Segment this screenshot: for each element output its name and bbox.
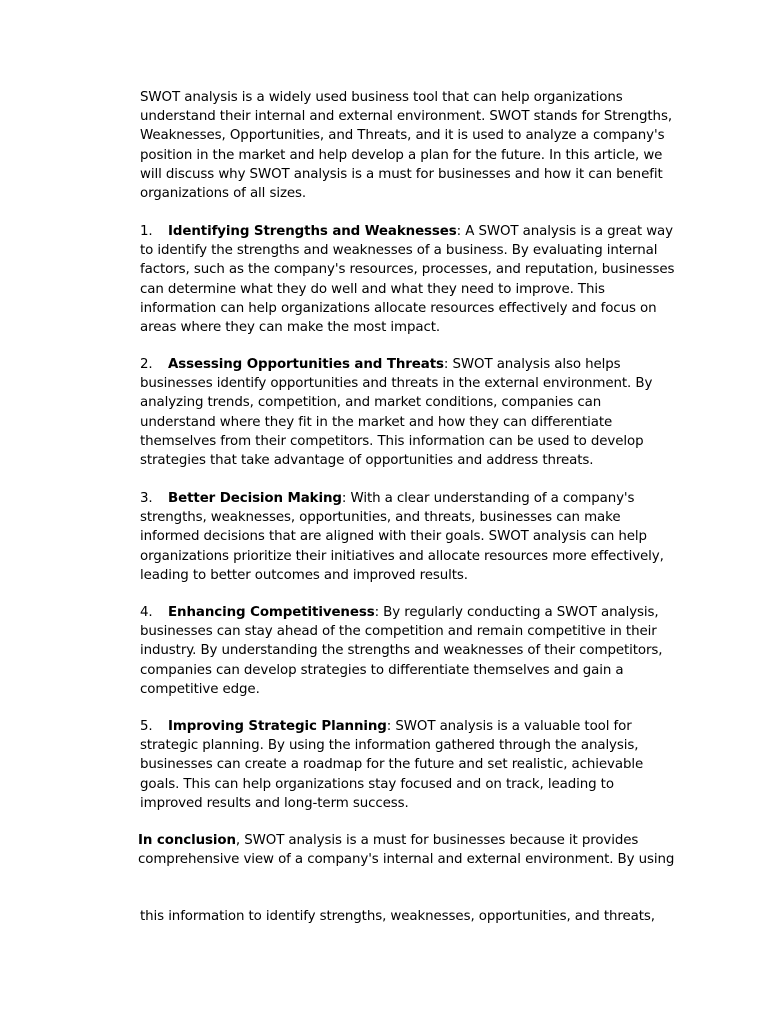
list-item-heading: Assessing Opportunities and Threats <box>168 357 444 372</box>
list-item <box>140 222 680 337</box>
conclusion-heading: In conclusion <box>138 833 236 848</box>
list-item-body: : With a clear understanding of a company's strengths, weaknesses, opportunities, and threats, businesses can make informed decisions that are aligned with their goals. SWOT analysis can help organizations prioritize their initiatives and allocate resources more effectively, leading to better outcomes and improved results. <box>140 491 664 583</box>
list-item-heading: Enhancing Competitiveness <box>168 605 375 620</box>
list-item-body: : SWOT analysis also helps businesses identify opportunities and threats in the external environment. By analyzing trends, competition, and market conditions, companies can understand where they fit in the market and how they can differentiate themselves from their competitors. This information can be used to develop strategies that take advantage of opportunities and address threats. <box>140 357 653 469</box>
list-item-heading: Better Decision Making <box>168 491 342 506</box>
list-item-heading: Improving Strategic Planning <box>168 719 387 734</box>
list-item-number: 2. <box>140 357 153 372</box>
intro-paragraph: SWOT analysis is a widely used business tool that can help organizations understand their internal and external environment. SWOT stands for Strengths, Weaknesses, Opportunities, and Threats, and it is used to analyze a company's position in the market and help develop a plan for the future. In this article, we will discuss why SWOT analysis is a must for businesses and how it can benefit organizations of all sizes. <box>140 90 672 202</box>
list-item <box>140 717 680 813</box>
list-item-number: 1. <box>140 224 153 239</box>
conclusion-paragraph <box>138 831 678 869</box>
list-item-body: : SWOT analysis is a valuable tool for strategic planning. By using the information gathered through the analysis, businesses can create a roadmap for the future and set realistic, achievable goals. This can help organizations stay focused and on track, leading to improved results and long-term success. <box>140 719 644 811</box>
list-item-body: : A SWOT analysis is a great way to identify the strengths and weaknesses of a business. By evaluating internal factors, such as the company's resources, processes, and reputation, businesses can determine what they do well and what they need to improve. This information can help organizations allocate resources effectively and focus on areas where they can make the most impact. <box>140 224 675 336</box>
list-item-heading: Identifying Strengths and Weaknesses <box>168 224 457 239</box>
list-item-number: 3. <box>140 491 153 506</box>
conclusion-body: , SWOT analysis is a must for businesses because it provides comprehensive view of a company's internal and external environment. By using <box>138 833 675 868</box>
list-item <box>140 355 680 470</box>
list-item-number: 4. <box>140 605 153 620</box>
list-item <box>140 603 680 699</box>
continuation-paragraph: this information to identify strengths, weaknesses, opportunities, and threats, <box>140 909 655 924</box>
list-item <box>140 489 680 585</box>
list-item-number: 5. <box>140 719 153 734</box>
list-item-body: : By regularly conducting a SWOT analysis, businesses can stay ahead of the competition and remain competitive in their industry. By understanding the strengths and weaknesses of their competitors, companies can develop strategies to differentiate themselves and gain a competitive edge. <box>140 605 663 697</box>
